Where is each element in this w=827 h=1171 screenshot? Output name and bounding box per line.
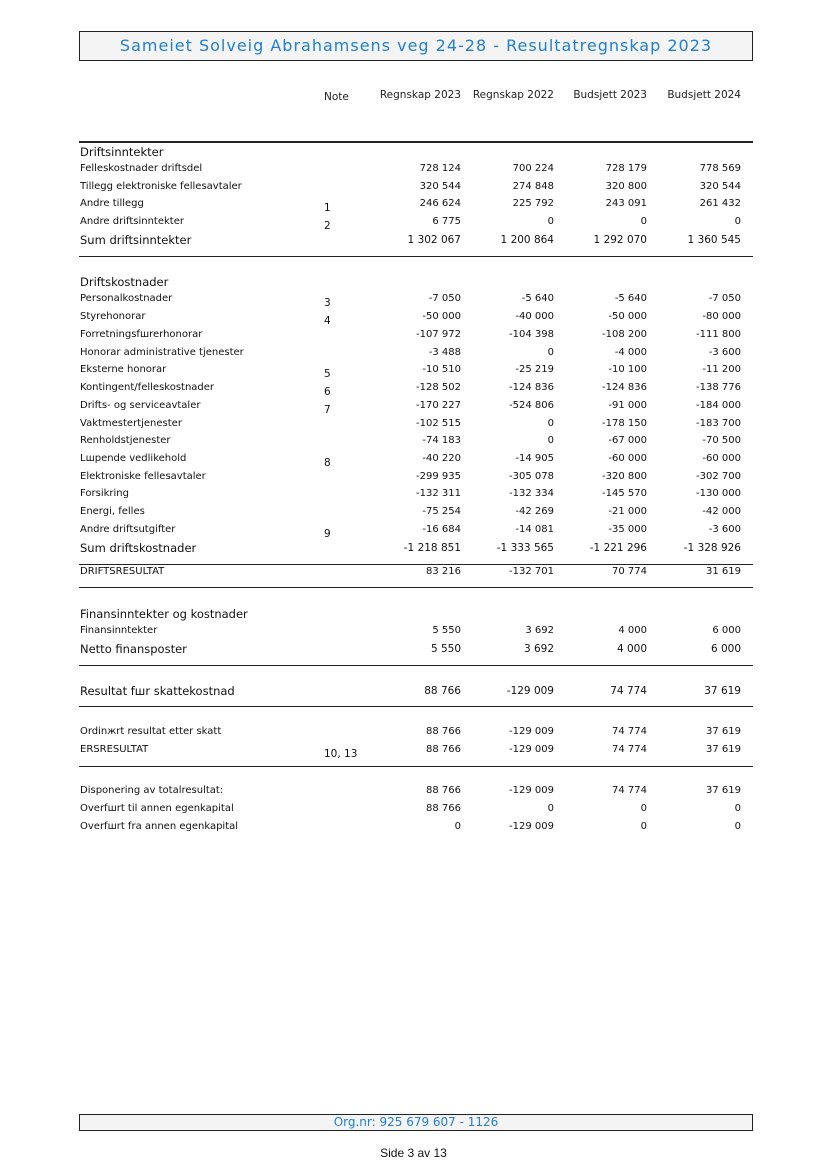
value-budsjett-2024: 0 — [734, 803, 741, 814]
value-regnskap-2022: -305 078 — [509, 471, 554, 482]
row-label: Drifts- og serviceavtaler — [80, 400, 201, 411]
value-regnskap-2023: -16 684 — [422, 524, 461, 535]
value-regnskap-2022: -1 333 565 — [496, 542, 554, 554]
value-budsjett-2024: 31 619 — [706, 566, 741, 577]
resultat-for-skatt-row — [0, 684, 827, 701]
value-budsjett-2023: -10 100 — [608, 364, 647, 375]
row-label: Forsikring — [80, 488, 129, 499]
row-note: 3 — [324, 297, 331, 309]
value-budsjett-2024: 1 360 545 — [687, 234, 741, 246]
row-label: Tillegg elektroniske fellesavtaler — [80, 181, 242, 192]
value-budsjett-2024: 0 — [734, 216, 741, 227]
value-regnskap-2022: 0 — [547, 347, 554, 358]
table-row — [0, 293, 827, 310]
value-budsjett-2023: 74 774 — [612, 726, 647, 737]
table-row — [0, 216, 827, 233]
footer-box — [79, 1114, 753, 1131]
row-note: 5 — [324, 368, 331, 380]
value-regnskap-2022: 0 — [547, 418, 554, 429]
value-regnskap-2023: -74 183 — [422, 435, 461, 446]
col-header-budsjett-2023: Budsjett 2023 — [573, 89, 647, 101]
value-regnskap-2022: -129 009 — [509, 744, 554, 755]
row-label: Vaktmestertjenester — [80, 418, 182, 429]
row-label: Ordinжrt resultat etter skatt — [80, 726, 222, 737]
value-budsjett-2023: 74 774 — [610, 685, 647, 697]
value-regnskap-2023: 0 — [454, 821, 461, 832]
value-budsjett-2023: -108 200 — [602, 329, 647, 340]
value-regnskap-2022: -132 334 — [509, 488, 554, 499]
row-label: Personalkostnader — [80, 293, 173, 304]
row-note: 2 — [324, 220, 331, 232]
section-rule — [79, 587, 753, 588]
value-regnskap-2023: 88 766 — [426, 726, 461, 737]
value-budsjett-2023: -124 836 — [602, 382, 647, 393]
table-row — [0, 364, 827, 381]
value-budsjett-2023: -35 000 — [608, 524, 647, 535]
row-label: Andre tillegg — [80, 198, 144, 209]
value-regnskap-2023: 246 624 — [419, 198, 461, 209]
col-header-note: Note — [324, 91, 349, 103]
section-rule — [79, 564, 753, 565]
table-row — [0, 198, 827, 215]
table-row — [0, 400, 827, 417]
value-regnskap-2023: -10 510 — [422, 364, 461, 375]
value-regnskap-2022: -124 836 — [509, 382, 554, 393]
section-title-finans: Finansinntekter og kostnader — [80, 607, 248, 621]
section-rule — [79, 706, 753, 707]
row-label: Honorar administrative tjenester — [80, 347, 244, 358]
value-regnskap-2023: 88 766 — [426, 744, 461, 755]
value-regnskap-2022: -129 009 — [509, 821, 554, 832]
row-label: Forretningsfшrerhonorar — [80, 329, 203, 340]
value-regnskap-2023: 83 216 — [426, 566, 461, 577]
value-budsjett-2023: 0 — [640, 821, 647, 832]
value-regnskap-2023: -75 254 — [422, 506, 461, 517]
value-budsjett-2023: -21 000 — [608, 506, 647, 517]
value-regnskap-2022: -129 009 — [509, 726, 554, 737]
value-regnskap-2023: -132 311 — [416, 488, 461, 499]
table-row — [0, 471, 827, 488]
value-regnskap-2023: -1 218 851 — [403, 542, 461, 554]
row-label: Netto finansposter — [80, 642, 187, 656]
value-budsjett-2023: -178 150 — [602, 418, 647, 429]
row-label: Lшpende vedlikehold — [80, 453, 187, 464]
value-budsjett-2024: 320 544 — [699, 181, 741, 192]
section-rule — [79, 766, 753, 767]
value-regnskap-2023: -170 227 — [416, 400, 461, 411]
value-regnskap-2022: 0 — [547, 803, 554, 814]
value-regnskap-2022: -14 081 — [515, 524, 554, 535]
value-regnskap-2023: 5 550 — [430, 643, 461, 655]
value-budsjett-2024: 37 619 — [704, 685, 741, 697]
col-header-regnskap-2022: Regnskap 2022 — [472, 89, 554, 101]
value-budsjett-2023: 0 — [640, 216, 647, 227]
value-budsjett-2023: -1 221 296 — [589, 542, 647, 554]
value-budsjett-2023: -50 000 — [608, 311, 647, 322]
row-label: Sum driftskostnader — [80, 541, 197, 555]
value-regnskap-2022: 0 — [547, 216, 554, 227]
table-row — [0, 347, 827, 364]
value-budsjett-2023: 4 000 — [616, 643, 647, 655]
value-regnskap-2023: -40 220 — [422, 453, 461, 464]
value-budsjett-2023: -67 000 — [608, 435, 647, 446]
value-regnskap-2023: -128 502 — [416, 382, 461, 393]
value-budsjett-2023: 728 179 — [605, 163, 647, 174]
value-regnskap-2022: 700 224 — [512, 163, 554, 174]
value-regnskap-2022: 0 — [547, 435, 554, 446]
col-header-budsjett-2024: Budsjett 2024 — [667, 89, 741, 101]
row-label: DRIFTSRESULTAT — [80, 566, 165, 577]
row-label: Eksterne honorar — [80, 364, 167, 375]
row-note: 10, 13 — [324, 748, 358, 760]
row-note: 4 — [324, 315, 331, 327]
value-budsjett-2023: 320 800 — [605, 181, 647, 192]
value-regnskap-2022: -5 640 — [521, 293, 554, 304]
value-budsjett-2023: 0 — [640, 803, 647, 814]
value-budsjett-2024: -7 050 — [708, 293, 741, 304]
row-label: Kontingent/felleskostnader — [80, 382, 215, 393]
value-budsjett-2024: -60 000 — [702, 453, 741, 464]
arsresultat-row — [0, 744, 827, 761]
value-regnskap-2023: -3 488 — [428, 347, 461, 358]
table-row — [0, 506, 827, 523]
row-label: Resultat fшr skattekostnad — [80, 684, 235, 698]
row-label: Andre driftsutgifter — [80, 524, 176, 535]
table-row — [0, 803, 827, 820]
row-label: Disponering av totalresultat: — [80, 785, 224, 796]
value-regnskap-2022: -524 806 — [509, 400, 554, 411]
value-regnskap-2023: 88 766 — [424, 685, 461, 697]
table-row — [0, 453, 827, 470]
value-regnskap-2022: 1 200 864 — [500, 234, 554, 246]
table-row — [0, 435, 827, 452]
value-budsjett-2024: 0 — [734, 821, 741, 832]
row-label: Sum driftsinntekter — [80, 233, 192, 247]
row-label: Andre driftsinntekter — [80, 216, 184, 227]
value-regnskap-2023: 1 302 067 — [407, 234, 461, 246]
value-budsjett-2024: -138 776 — [696, 382, 741, 393]
value-budsjett-2023: -5 640 — [614, 293, 647, 304]
value-budsjett-2024: 37 619 — [706, 785, 741, 796]
value-budsjett-2023: -60 000 — [608, 453, 647, 464]
value-budsjett-2024: -42 000 — [702, 506, 741, 517]
section-rule — [79, 256, 753, 257]
value-budsjett-2024: -3 600 — [708, 347, 741, 358]
row-label: Elektroniske fellesavtaler — [80, 471, 206, 482]
table-row — [0, 488, 827, 505]
table-row — [0, 625, 827, 642]
value-budsjett-2023: -320 800 — [602, 471, 647, 482]
value-regnskap-2023: -299 935 — [416, 471, 461, 482]
value-regnskap-2023: -50 000 — [422, 311, 461, 322]
value-regnskap-2023: 88 766 — [426, 785, 461, 796]
value-budsjett-2023: 243 091 — [605, 198, 647, 209]
value-budsjett-2024: -80 000 — [702, 311, 741, 322]
page-number: Side 3 av 13 — [380, 1146, 447, 1160]
value-regnskap-2023: -102 515 — [416, 418, 461, 429]
value-budsjett-2023: 74 774 — [612, 785, 647, 796]
value-budsjett-2023: 74 774 — [612, 744, 647, 755]
row-label: Energi, felles — [80, 506, 145, 517]
row-note: 6 — [324, 386, 331, 398]
value-budsjett-2024: -70 500 — [702, 435, 741, 446]
value-regnskap-2023: 320 544 — [419, 181, 461, 192]
value-budsjett-2023: -4 000 — [614, 347, 647, 358]
row-note: 9 — [324, 528, 331, 540]
row-label: ЕRSRESULTAT — [80, 744, 149, 755]
value-regnskap-2022: -40 000 — [515, 311, 554, 322]
row-label: Felleskostnader driftsdel — [80, 163, 203, 174]
value-regnskap-2022: -42 269 — [515, 506, 554, 517]
table-row — [0, 163, 827, 180]
value-regnskap-2022: -129 009 — [506, 685, 554, 697]
table-row — [0, 418, 827, 435]
value-budsjett-2024: -1 328 926 — [683, 542, 741, 554]
value-budsjett-2024: -111 800 — [696, 329, 741, 340]
value-regnskap-2022: -132 701 — [509, 566, 554, 577]
sum-row-driftsinntekter — [0, 233, 827, 250]
row-note: 7 — [324, 404, 331, 416]
ordinaert-resultat-row — [0, 726, 827, 743]
value-regnskap-2023: 728 124 — [419, 163, 461, 174]
row-note: 8 — [324, 457, 331, 469]
section-title-driftskostnader: Driftskostnader — [80, 275, 169, 289]
driftsresultat-row — [0, 566, 827, 583]
value-regnskap-2023: 5 550 — [432, 625, 461, 636]
value-budsjett-2023: -145 570 — [602, 488, 647, 499]
value-regnskap-2022: 274 848 — [512, 181, 554, 192]
value-budsjett-2024: -130 000 — [696, 488, 741, 499]
page-title: Sameiet Solveig Abrahamsens veg 24-28 - Resultatregnskap 2023 — [119, 36, 713, 55]
sum-row-finans — [0, 642, 827, 659]
value-budsjett-2024: 261 432 — [699, 198, 741, 209]
value-budsjett-2023: 4 000 — [618, 625, 647, 636]
row-note: 1 — [324, 202, 331, 214]
table-row — [0, 382, 827, 399]
value-budsjett-2024: -302 700 — [696, 471, 741, 482]
table-row — [0, 821, 827, 838]
value-regnskap-2022: 225 792 — [512, 198, 554, 209]
value-regnskap-2022: -14 905 — [515, 453, 554, 464]
table-row — [0, 181, 827, 198]
value-budsjett-2023: -91 000 — [608, 400, 647, 411]
table-row — [0, 311, 827, 328]
value-regnskap-2022: 3 692 — [525, 625, 554, 636]
value-budsjett-2024: -3 600 — [708, 524, 741, 535]
value-budsjett-2024: 6 000 — [710, 643, 741, 655]
row-label: Styrehonorar — [80, 311, 146, 322]
value-regnskap-2023: 88 766 — [426, 803, 461, 814]
value-regnskap-2023: -7 050 — [428, 293, 461, 304]
row-label: Overfшrt til annen egenkapital — [80, 803, 234, 814]
value-regnskap-2023: -107 972 — [416, 329, 461, 340]
table-row — [0, 524, 827, 541]
value-regnskap-2022: -129 009 — [509, 785, 554, 796]
row-label: Renholdstjenester — [80, 435, 171, 446]
sum-row-driftskostnader — [0, 541, 827, 558]
value-budsjett-2023: 1 292 070 — [593, 234, 647, 246]
table-row — [0, 329, 827, 346]
value-budsjett-2024: 6 000 — [712, 625, 741, 636]
section-title-driftsinntekter: Driftsinntekter — [80, 145, 164, 159]
title-box — [79, 31, 753, 61]
value-regnskap-2022: -25 219 — [515, 364, 554, 375]
value-budsjett-2024: -184 000 — [696, 400, 741, 411]
value-budsjett-2024: 778 569 — [699, 163, 741, 174]
table-row — [0, 785, 827, 802]
value-budsjett-2023: 70 774 — [612, 566, 647, 577]
section-rule — [79, 665, 753, 666]
row-label: Finansinntekter — [80, 625, 158, 636]
col-header-regnskap-2023: Regnskap 2023 — [379, 89, 461, 101]
value-budsjett-2024: 37 619 — [706, 744, 741, 755]
header-rule — [79, 141, 753, 143]
row-label: Overfшrt fra annen egenkapital — [80, 821, 239, 832]
org-number: Org.nr: 925 679 607 - 1126 — [333, 1115, 499, 1129]
value-regnskap-2023: 6 775 — [432, 216, 461, 227]
value-budsjett-2024: 37 619 — [706, 726, 741, 737]
value-regnskap-2022: -104 398 — [509, 329, 554, 340]
value-budsjett-2024: -11 200 — [702, 364, 741, 375]
value-budsjett-2024: -183 700 — [696, 418, 741, 429]
value-regnskap-2022: 3 692 — [523, 643, 554, 655]
